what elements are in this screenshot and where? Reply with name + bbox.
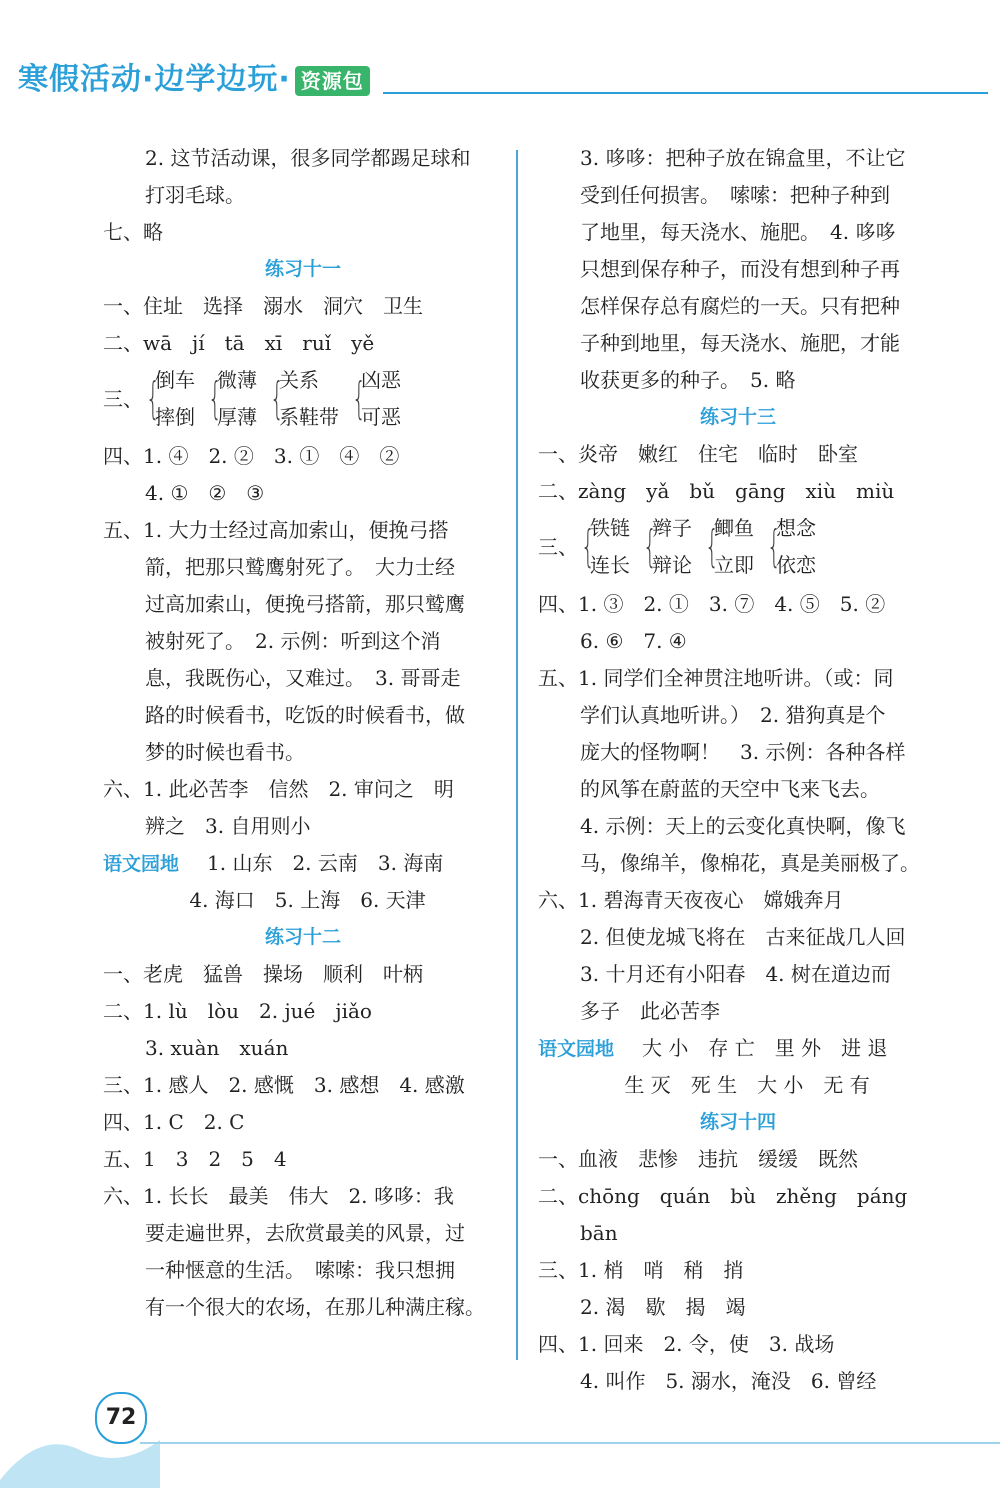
answer-line: 六、1. 碧海青天夜夜心 嫦娥奔月 (538, 888, 844, 912)
page-header (18, 58, 988, 108)
answer-line: 六、1. 长长 最美 伟大 2. 哆哆：我 (103, 1184, 454, 1208)
footer-rule (140, 1442, 1000, 1444)
answer-line: 要走遍世界，去欣赏最美的风景，过 (145, 1221, 465, 1245)
word-pair (279, 362, 339, 436)
right-column (538, 140, 938, 1400)
answer-line: 3. 哆哆：把种子放在锦盒里，不让它 (580, 146, 906, 170)
page-footer (0, 1380, 1000, 1488)
word-pair (361, 362, 401, 436)
answer-line: 一、血液 悲惨 违抗 缓缓 既然 (538, 1147, 858, 1171)
answer-line: 过高加索山，便挽弓搭箭，那只鹫鹰 (145, 592, 465, 616)
answer-line (538, 1030, 938, 1067)
answer-line: 七、略 (103, 220, 163, 244)
brace-icon: { (270, 373, 284, 424)
word-pair (155, 362, 195, 436)
item-number: 三、 (103, 387, 143, 411)
answer-line: 梦的时候也看书。 (145, 740, 305, 764)
answer-line: 五、1. 同学们全神贯注地听讲。（或：同 (538, 666, 894, 690)
pair-word: 倒车 (155, 368, 195, 392)
answer-line: 六、1. 此必苦李 信然 2. 审问之 明 (103, 777, 454, 801)
answer-line: 二、chōng quán bù zhěng páng (538, 1184, 908, 1208)
answer-line: 2. 渴 歇 揭 竭 (580, 1295, 746, 1319)
answer-line: 子种到地里，每天浇水、施肥，才能 (580, 331, 900, 355)
garden-label: 语文园地 (103, 853, 180, 875)
answer-line: 庞大的怪物啊！ 3. 示例：各种各样 (580, 740, 906, 764)
brace-icon: { (146, 373, 160, 424)
brace-icon: { (643, 521, 657, 572)
pair-word: 关系 (279, 368, 319, 392)
answer-line: 五、1. 大力士经过高加索山，便挽弓搭 (103, 518, 449, 542)
answer-line: 三、1. 梢 哨 稍 捎 (538, 1258, 744, 1282)
answer-line: 二、zàng yǎ bǔ gāng xiù miù (538, 479, 895, 503)
column-divider (516, 150, 518, 1360)
section-heading: 练习十二 (264, 926, 341, 948)
answer-line: 的风筝在蔚蓝的天空中飞来飞去。 (580, 777, 880, 801)
answer-line: 一种惬意的生活。 嗦嗦：我只想拥 (145, 1258, 455, 1282)
brace-icon: { (705, 521, 719, 572)
answer-text: 1. 山东 2. 云南 3. 海南 (207, 851, 444, 875)
answer-line: 多子 此必苦李 (580, 999, 720, 1023)
answer-line: 学们认真地听讲。） 2. 猎狗真是个 (580, 703, 886, 727)
section-heading: 练习十四 (699, 1111, 776, 1133)
answer-line: 二、1. lù lòu 2. jué jiǎo (103, 999, 372, 1023)
answer-line: 生 灭 死 生 大 小 无 有 (538, 1073, 870, 1097)
answer-line: 五、1 3 2 5 4 (103, 1147, 287, 1171)
pair-word: 依恋 (776, 553, 816, 577)
answer-line: 四、1. ④ 2. ② 3. ① ④ ② (103, 444, 400, 468)
brand-title (18, 58, 370, 102)
answer-line: 4. 海口 5. 上海 6. 天津 (103, 888, 426, 912)
answer-line: 4. 示例：天上的云变化真快啊，像飞 (580, 814, 906, 838)
answer-line: 一、老虎 猛兽 操场 顺利 叶柄 (103, 962, 423, 986)
word-pair-group (538, 510, 938, 586)
word-pair (590, 510, 630, 584)
pair-word: 可恶 (361, 405, 401, 429)
answer-line: 四、1. C 2. C (103, 1110, 245, 1134)
answer-line: 4. 叫作 5. 溺水，淹没 6. 曾经 (580, 1369, 877, 1393)
answer-line: 了地里，每天浇水、施肥。 4. 哆哆 (580, 220, 896, 244)
answer-line: 辨之 3. 自用则小 (145, 814, 311, 838)
pair-word: 系鞋带 (279, 405, 339, 429)
answer-line: 马，像绵羊，像棉花，真是美丽极了。 (580, 851, 920, 875)
pair-word: 连长 (590, 553, 630, 577)
answer-line: 四、1. 回来 2. 令，使 3. 战场 (538, 1332, 835, 1356)
answer-line: 受到任何损害。 嗦嗦：把种子种到 (580, 183, 890, 207)
answer-line: 2. 这节活动课，很多同学都踢足球和 (145, 146, 471, 170)
answer-line: 被射死了。 2. 示例：听到这个消 (145, 629, 441, 653)
answer-line: 3. 十月还有小阳春 4. 树在道边而 (580, 962, 891, 986)
brand-badge: 资源包 (295, 66, 370, 96)
brace-icon: { (767, 521, 781, 572)
answer-line: 只想到保存种子，而没有想到种子再 (580, 257, 900, 281)
answer-line: bān (580, 1221, 618, 1245)
answer-line (103, 845, 503, 882)
answer-line: 息，我既伤心，又难过。 3. 哥哥走 (145, 666, 461, 690)
pair-word: 微薄 (217, 368, 257, 392)
section-heading: 练习十三 (699, 406, 776, 428)
answer-line: 一、住址 选择 溺水 洞穴 卫生 (103, 294, 423, 318)
header-rule (383, 92, 988, 94)
answer-line: 路的时候看书，吃饭的时候看书，做 (145, 703, 465, 727)
pair-word: 厚薄 (217, 405, 257, 429)
word-pair (776, 510, 816, 584)
page-number: 72 (95, 1392, 147, 1444)
word-pair (714, 510, 754, 584)
answer-line: 收获更多的种子。 5. 略 (580, 368, 796, 392)
answer-text: 大 小 存 亡 里 外 进 退 (642, 1036, 888, 1060)
brace-icon: { (581, 521, 595, 572)
item-number: 三、 (538, 535, 578, 559)
answer-line: 二、wā jí tā xī ruǐ yě (103, 331, 375, 355)
answer-line: 3. xuàn xuán (145, 1036, 289, 1060)
answer-line: 三、1. 感人 2. 感慨 3. 感想 4. 感激 (103, 1073, 465, 1097)
pair-word: 辫子 (652, 516, 692, 540)
pair-word: 鲫鱼 (714, 516, 754, 540)
word-pair-group (103, 362, 503, 438)
word-pair (652, 510, 692, 584)
brace-icon: { (352, 373, 366, 424)
answer-line: 打羽毛球。 (145, 183, 245, 207)
left-column (103, 140, 503, 1326)
pair-word: 铁链 (590, 516, 630, 540)
answer-line: 4. ① ② ③ (145, 481, 265, 505)
pair-word: 想念 (776, 516, 816, 540)
section-heading: 练习十一 (264, 258, 341, 280)
word-pair (217, 362, 257, 436)
answer-line: 6. ⑥ 7. ④ (580, 629, 687, 653)
brace-icon: { (208, 373, 222, 424)
answer-line: 四、1. ③ 2. ① 3. ⑦ 4. ⑤ 5. ② (538, 592, 886, 616)
brand-text: 寒假活动·边学边玩· (18, 62, 291, 97)
answer-line: 箭，把那只鹫鹰射死了。 大力士经 (145, 555, 455, 579)
garden-label: 语文园地 (538, 1038, 615, 1060)
answer-line: 一、炎帝 嫩红 住宅 临时 卧室 (538, 442, 858, 466)
answer-line: 怎样保存总有腐烂的一天。只有把种 (580, 294, 900, 318)
pair-word: 摔倒 (155, 405, 195, 429)
pair-word: 凶恶 (361, 368, 401, 392)
pair-word: 辩论 (652, 553, 692, 577)
pair-word: 立即 (714, 553, 754, 577)
answer-line: 有一个很大的农场，在那儿种满庄稼。 (145, 1295, 485, 1319)
answer-line: 2. 但使龙城飞将在 古来征战几人回 (580, 925, 906, 949)
